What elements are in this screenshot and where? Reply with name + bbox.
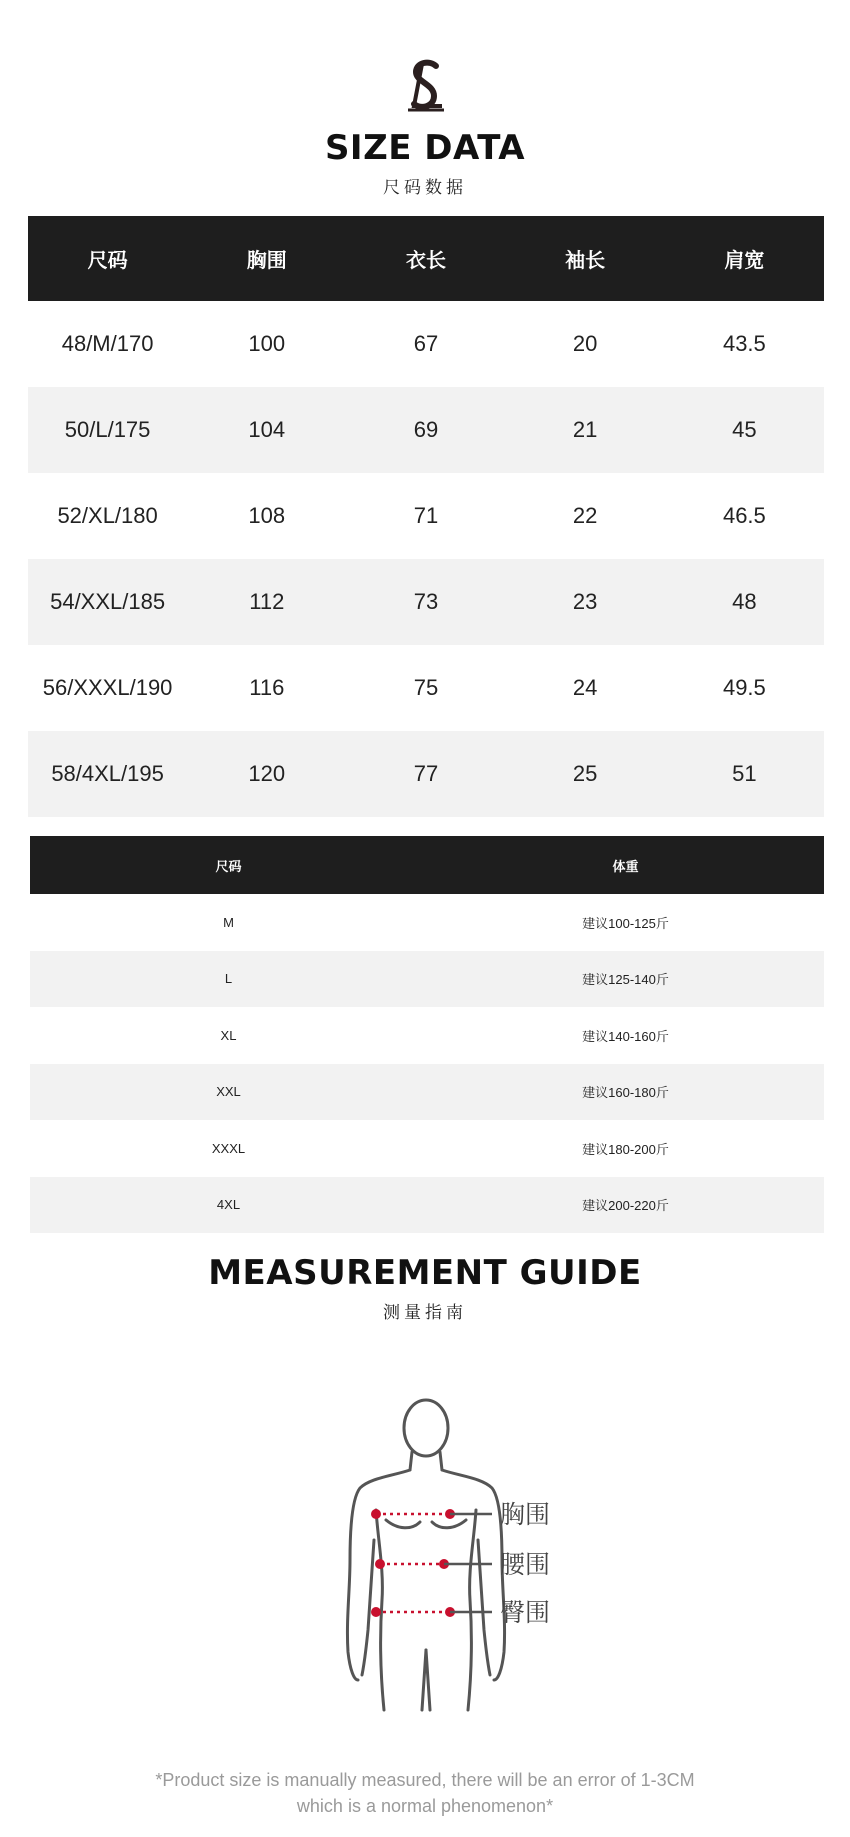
weight-table-header-row (30, 836, 824, 894)
waist-marker (375, 1559, 492, 1569)
cell-size: 58/4XL/195 (28, 731, 187, 817)
col-size: 尺码 (28, 216, 187, 301)
cell-size: 4XL (30, 1177, 427, 1234)
col-size: 尺码 (30, 836, 427, 894)
table-row (30, 1177, 824, 1234)
table-row (28, 645, 824, 731)
cell-chest: 112 (187, 559, 346, 645)
table-row (30, 1120, 824, 1177)
cell-chest: 116 (249, 675, 285, 700)
cell-shoulder: 46.5 (722, 503, 766, 528)
table-row (28, 301, 824, 387)
table-row (30, 894, 824, 951)
col-chest: 胸围 (187, 216, 346, 301)
col-weight: 体重 (427, 836, 824, 894)
cell-sleeve: 25 (506, 731, 665, 817)
col-length: 衣长 (346, 216, 505, 301)
waist-label: 腰围 (500, 1550, 551, 1579)
cell-size: 56/XXXL/190 (42, 675, 173, 700)
measurement-guide-title: MEASUREMENT GUIDE (208, 1253, 642, 1293)
hip-marker (371, 1607, 492, 1617)
cell-size: 54/XXL/185 (28, 559, 187, 645)
cell-shoulder: 45 (665, 387, 824, 473)
cell-sleeve: 23 (506, 559, 665, 645)
size-table-header-row (28, 216, 824, 301)
cell-sleeve: 20 (572, 331, 598, 356)
table-row (28, 559, 824, 645)
measurement-guide-subtitle: 测量指南 (383, 1303, 467, 1323)
cell-shoulder: 43.5 (722, 331, 766, 356)
size-data-title: SIZE DATA (324, 128, 526, 168)
cell-weight: 建议180-200斤 (582, 1141, 669, 1157)
table-row (30, 1007, 824, 1064)
table-row (30, 951, 824, 1008)
cell-length: 73 (346, 559, 505, 645)
cell-size: XXXL (211, 1140, 246, 1156)
disclaimer-line-2: which is a normal phenomenon* (296, 1796, 554, 1816)
cell-size: M (223, 914, 234, 930)
cell-size: 52/XL/180 (57, 503, 158, 528)
cell-size: XL (220, 1027, 237, 1043)
table-row (28, 731, 824, 817)
cell-shoulder: 49.5 (722, 675, 766, 700)
cell-length: 75 (413, 675, 439, 700)
cell-weight: 建议125-140斤 (427, 951, 824, 1008)
cell-sleeve: 21 (506, 387, 665, 473)
cell-size: 50/L/175 (28, 387, 187, 473)
cell-chest: 108 (248, 503, 286, 528)
cell-chest: 100 (248, 331, 286, 356)
cell-sleeve: 22 (572, 503, 598, 528)
disclaimer-line-1: *Product size is manually measured, there will be an error of 1-3CM (155, 1770, 695, 1790)
hip-label: 臀围 (500, 1598, 551, 1627)
table-row (30, 1064, 824, 1121)
table-row (28, 387, 824, 473)
brand-logo (400, 58, 450, 118)
table-row (28, 473, 824, 559)
cell-chest: 104 (187, 387, 346, 473)
cell-shoulder: 51 (665, 731, 824, 817)
cell-weight: 建议100-125斤 (582, 915, 669, 931)
weight-table (30, 836, 824, 1233)
cell-weight: 建议160-180斤 (427, 1064, 824, 1121)
cell-length: 67 (413, 331, 439, 356)
size-data-subtitle: 尺码数据 (383, 178, 467, 198)
cell-length: 77 (346, 731, 505, 817)
cell-size: 48/M/170 (61, 331, 154, 356)
cell-shoulder: 48 (665, 559, 824, 645)
col-shoulder: 肩宽 (665, 216, 824, 301)
cell-chest: 120 (187, 731, 346, 817)
cell-weight: 建议140-160斤 (582, 1028, 669, 1044)
cell-size: L (30, 951, 427, 1008)
cell-length: 69 (346, 387, 505, 473)
size-table (28, 216, 824, 817)
chest-marker (371, 1509, 492, 1519)
cell-weight: 建议200-220斤 (427, 1177, 824, 1234)
cell-length: 71 (413, 503, 439, 528)
col-sleeve: 袖长 (506, 216, 665, 301)
cell-size: XXL (30, 1064, 427, 1121)
cell-sleeve: 24 (572, 675, 598, 700)
body-measurement-figure (340, 1390, 600, 1720)
chest-label: 胸围 (500, 1500, 551, 1529)
